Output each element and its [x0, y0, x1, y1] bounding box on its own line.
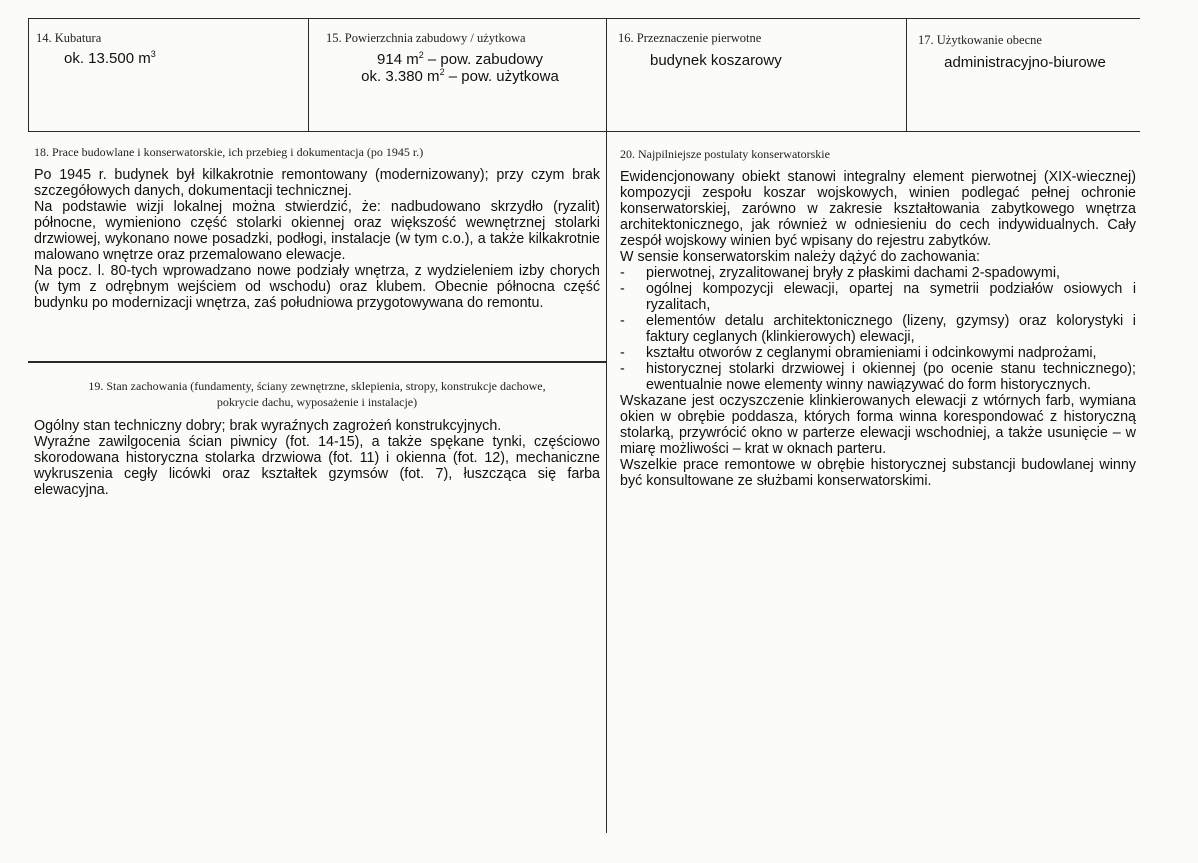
field-15-label: 15. Powierzchnia zabudowy / użytkowa: [326, 31, 526, 45]
field-18-prace-budowlane: [34, 144, 600, 311]
field-16-przeznaczenie: [618, 30, 900, 69]
left-border: [28, 18, 29, 131]
field-15-powierzchnia: [318, 30, 602, 85]
field-19-stan-zachowania: [34, 378, 600, 498]
field-18-title: 18. Prace budowlane i konserwatorskie, ich przebieg i dokumentacja (po 1945 r.): [34, 145, 424, 159]
field-14-kubatura: [34, 30, 302, 67]
field-19-label-line-1: 19. Stan zachowania (fundamenty, ściany zewnętrzne, sklepienia, stropy, konstrukcje dachowe,: [88, 379, 546, 393]
row1-divider-1: [308, 18, 309, 131]
list-item: - kształtu otworów z ceglanymi obramieniami i odcinkowymi nadprożami,: [620, 345, 1097, 361]
list-item: - historycznej stolarki drzwiowej i okiennej (po ocenie stanu technicznego); ewentualnie nowe elementy winny nawiązywać do form historycznych.: [620, 361, 1136, 393]
field-19-label-line-2: pokrycie dachu, wyposażenie i instalacje): [216, 395, 418, 409]
list-item: - ogólnej kompozycji elewacji, opartej na symetrii podziałów osiowych i ryzalitach,: [620, 281, 1136, 313]
field-15-value-zabudowy: 914 $m^2$ – pow. zabudowy: [377, 50, 543, 68]
field-16-value: budynek koszarowy: [650, 52, 782, 69]
field-20-postulaty: [620, 146, 1136, 489]
field-18-paragraph-3: Na pocz. l. 80-tych wprowadzano nowe podziały wnętrza, z wydzieleniem izby chorych (w tym z odrębnym wejściem od wschodu) oraz klubem. Obecnie północna część budynku po modernizacji wnętrza, zaś południowa przygotowywana do remontu.: [34, 263, 600, 311]
field-17-value: administracyjno-biurowe: [944, 54, 1106, 71]
field-18-paragraph-2: Na podstawie wizji lokalnej można stwierdzić, że: nadbudowano skrzydło (ryzalit) północne, wymieniono część stolarki okiennej oraz większość wewnętrznej stolarki drzwiowej, wykonano nowe posadzki, podłogi, instalacje (w tym c.o.), a także kilkakrotnie malowano wnętrze oraz przemalowano elewacje.: [34, 199, 600, 263]
field-16-label: 16. Przeznaczenie pierwotne: [618, 31, 762, 45]
main-center-divider: [606, 18, 607, 833]
field-19-text: [34, 418, 600, 498]
field-19-paragraph-2: Wyraźne zawilgocenia ścian piwnicy (fot. 14-15), a także spękane tynki, częściowo skorodowana historyczna stolarka drzwiowa (fot. 11) i okienna (fot. 12), mechaniczne wykruszenia cegły licówki oraz kształtek gzymsów (fot. 7), łuszcząca się farba elewacyjna.: [34, 434, 600, 498]
field-20-list-intro: W sensie konserwatorskim należy dążyć do zachowania:: [620, 249, 980, 265]
field-20-list: [620, 265, 1136, 393]
field-18-paragraph-1: Po 1945 r. budynek był kilkakrotnie remontowany (modernizowany); przy czym brak szczegółowych danych, dokumentacji technicznej.: [34, 167, 600, 199]
field-17-label: 17. Użytkowanie obecne: [918, 33, 1042, 47]
field-15-value-uzytkowa: ok. 3.380 $m^2$ – pow. użytkowa: [361, 67, 559, 85]
f18-f19-divider: [28, 361, 606, 363]
field-20-paragraph-2: Wskazane jest oczyszczenie klinkierowanych elewacji z wtórnych farb, wymiana okien w obrębie poddasza, których forma winna korespondować z historyczną stolarką, przywrócić okno w parterze elewacji wschodniej, a także usunięcie – w miarę możliwości – krat w oknach parteru.: [620, 393, 1136, 457]
row1-divider-2: [906, 18, 907, 131]
field-20-text: [620, 169, 1136, 489]
row1-bottom-border: [28, 131, 1140, 132]
list-item: - pierwotnej, zryzalitowanej bryły z płaskimi dachami 2-spadowymi,: [620, 265, 1060, 281]
top-border: [28, 18, 1140, 19]
field-19-paragraph-1: Ogólny stan techniczny dobry; brak wyraźnych zagrożeń konstrukcyjnych.: [34, 418, 502, 434]
field-20-intro: Ewidencjonowany obiekt stanowi integralny element pierwotnej (XIX-wiecznej) kompozycji zespołu koszar wojskowych, winien podlegać pełnej ochronie konserwatorskiej, zarówno w zakresie kształtowania zabytkowego wnętrza architektonicznego, jak również w odniesieniu do cech indywidualnych. Cały zespół wojskowy winien być wpisany do rejestru zabytków.: [620, 169, 1136, 249]
field-14-label: 14. Kubatura: [36, 31, 102, 45]
field-20-paragraph-3: Wszelkie prace remontowe w obrębie historycznej substancji budowlanej winny być konsultowane ze służbami konserwatorskimi.: [620, 457, 1136, 489]
list-item: - elementów detalu architektonicznego (lizeny, gzymsy) oraz kolorystyki i faktury ceglanych (klinkierowych) elewacji,: [620, 313, 1136, 345]
field-17-uzytkowanie: [914, 32, 1136, 71]
field-14-value: ok. 13.500 $m^3$: [64, 49, 156, 67]
field-18-text: [34, 167, 600, 311]
field-20-label: 20. Najpilniejsze postulaty konserwatorskie: [620, 147, 830, 161]
